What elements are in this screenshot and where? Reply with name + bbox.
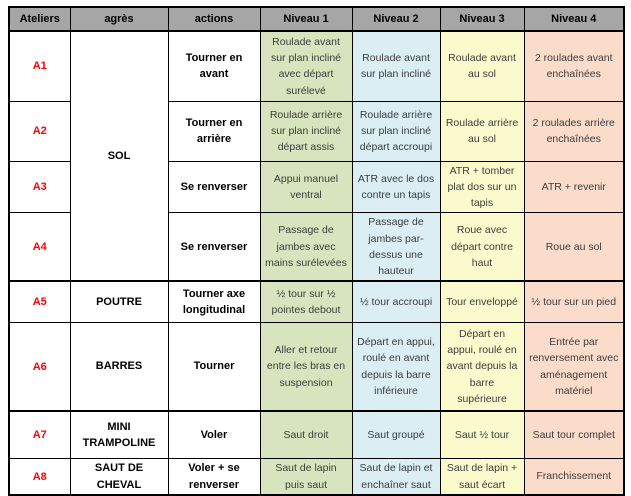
header-niveau-2: Niveau 2	[352, 7, 440, 31]
table-row-a6	[9, 322, 624, 411]
cell-a4-niveau2: Passage de jambes par-dessus une hauteur	[352, 213, 440, 282]
cell-a5-niveau2: ½ tour accroupi	[352, 281, 440, 322]
header-ateliers: Ateliers	[9, 7, 70, 31]
action-cell-a6: Tourner	[168, 322, 260, 411]
agres-cell-sol: SOL	[70, 31, 168, 281]
cell-a2-niveau3: Roulade arrière au sol	[440, 101, 524, 161]
header-niveau-3: Niveau 3	[440, 7, 524, 31]
atelier-id-a4: A4	[9, 213, 70, 282]
cell-a8-niveau1: Saut de lapin puis saut	[260, 458, 352, 495]
cell-a1-niveau2: Roulade avant sur plan incliné	[352, 31, 440, 101]
action-cell-a3: Se renverser	[168, 161, 260, 213]
table-row-a5	[9, 281, 624, 322]
agres-cell-mini-trampoline: MINI TRAMPOLINE	[70, 411, 168, 458]
atelier-id-a1: A1	[9, 31, 70, 101]
atelier-id-a2: A2	[9, 101, 70, 161]
atelier-id-a3: A3	[9, 161, 70, 213]
cell-a5-niveau1: ½ tour sur ½ pointes debout	[260, 281, 352, 322]
cell-a6-niveau1: Aller et retour entre les bras en suspension	[260, 322, 352, 411]
atelier-id-a5: A5	[9, 281, 70, 322]
cell-a8-niveau2: Saut de lapin et enchaîner saut	[352, 458, 440, 495]
cell-a4-niveau4: Roue au sol	[524, 213, 624, 282]
cell-a3-niveau2: ATR avec le dos contre un tapis	[352, 161, 440, 213]
cell-a3-niveau3: ATR + tomber plat dos sur un tapis	[440, 161, 524, 213]
atelier-id-a7: A7	[9, 411, 70, 458]
action-cell-a4: Se renverser	[168, 213, 260, 282]
table-row-a7	[9, 411, 624, 458]
cell-a7-niveau4: Saut tour complet	[524, 411, 624, 458]
cell-a2-niveau4: 2 roulades arrière enchaînées	[524, 101, 624, 161]
action-cell-a5: Tourner axe longitudinal	[168, 281, 260, 322]
agres-cell-saut-de-cheval: SAUT DE CHEVAL	[70, 458, 168, 495]
cell-a2-niveau2: Roulade arrière sur plan incliné départ accroupi	[352, 101, 440, 161]
cell-a1-niveau3: Roulade avant au sol	[440, 31, 524, 101]
cell-a8-niveau4: Franchissement	[524, 458, 624, 495]
gym-skills-table	[8, 6, 625, 496]
action-cell-a1: Tourner en avant	[168, 31, 260, 101]
cell-a5-niveau3: Tour enveloppé	[440, 281, 524, 322]
cell-a2-niveau1: Roulade arrière sur plan incliné départ assis	[260, 101, 352, 161]
cell-a1-niveau1: Roulade avant sur plan incliné avec départ surélevé	[260, 31, 352, 101]
header-niveau-1: Niveau 1	[260, 7, 352, 31]
atelier-id-a8: A8	[9, 458, 70, 495]
table-row-a1	[9, 31, 624, 101]
cell-a6-niveau4: Entrée par renversement avec aménagement matériel	[524, 322, 624, 411]
header-actions: actions	[168, 7, 260, 31]
agres-cell-poutre: POUTRE	[70, 281, 168, 322]
table-row-a8	[9, 458, 624, 495]
cell-a6-niveau3: Départ en appui, roulé en avant depuis la barre supérieure	[440, 322, 524, 411]
cell-a1-niveau4: 2 roulades avant enchaînées	[524, 31, 624, 101]
agres-cell-barres: BARRES	[70, 322, 168, 411]
header-niveau-4: Niveau 4	[524, 7, 624, 31]
atelier-id-a6: A6	[9, 322, 70, 411]
header-agres: agrès	[70, 7, 168, 31]
cell-a4-niveau3: Roue avec départ contre haut	[440, 213, 524, 282]
header-row	[9, 7, 624, 31]
cell-a7-niveau1: Saut droit	[260, 411, 352, 458]
action-cell-a7: Voler	[168, 411, 260, 458]
cell-a3-niveau4: ATR + revenir	[524, 161, 624, 213]
cell-a7-niveau3: Saut ½ tour	[440, 411, 524, 458]
action-cell-a2: Tourner en arrière	[168, 101, 260, 161]
cell-a8-niveau3: Saut de lapin + saut écart	[440, 458, 524, 495]
cell-a5-niveau4: ½ tour sur un pied	[524, 281, 624, 322]
cell-a7-niveau2: Saut groupé	[352, 411, 440, 458]
cell-a4-niveau1: Passage de jambes avec mains surélevées	[260, 213, 352, 282]
cell-a6-niveau2: Départ en appui, roulé en avant depuis la barre inférieure	[352, 322, 440, 411]
action-cell-a8: Voler + se renverser	[168, 458, 260, 495]
cell-a3-niveau1: Appui manuel ventral	[260, 161, 352, 213]
